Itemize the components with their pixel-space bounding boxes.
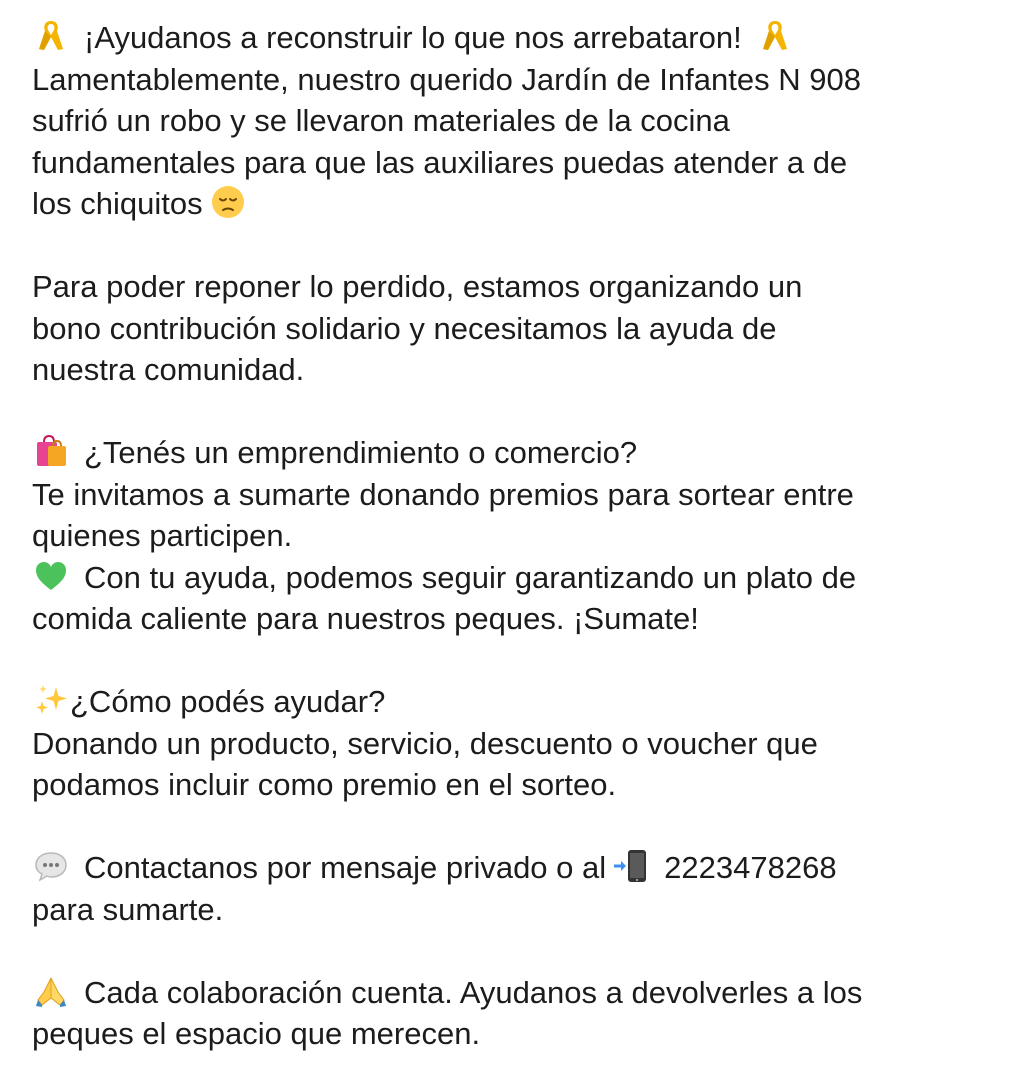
appeal-line-3: nuestra comunidad. (32, 352, 305, 387)
intro-line-1: Lamentablemente, nuestro querido Jardín de Infantes N 908 (32, 61, 861, 97)
pensive-face-icon (209, 183, 247, 221)
folded-hands-icon (32, 972, 70, 1010)
post-title-text: ¡Ayudanos a reconstruir lo que nos arrebataron! (84, 20, 742, 55)
yellow-ribbon-icon (32, 17, 70, 55)
blank-line (32, 391, 1012, 433)
business-line-3-text: Con tu ayuda, podemos seguir garantizando un plato de (84, 559, 857, 595)
appeal-line-1: Para poder reponer lo perdido, estamos organizando un (32, 269, 803, 304)
closing-line-1-text: Cada colaboración cuenta. Ayudanos a devolverles a los (84, 974, 863, 1010)
how-question-text: ¿Cómo podés ayudar? (70, 684, 386, 719)
how-line-1: Donando un producto, servicio, descuento o voucher que (32, 725, 818, 761)
yellow-ribbon-icon (756, 17, 794, 55)
business-line-1: Te invitamos a sumarte donando premios para sortear entre (32, 476, 854, 512)
mobile-phone-arrow-icon (612, 847, 650, 885)
post-title-line (32, 17, 1012, 59)
blank-line (32, 225, 1012, 267)
contact-line-2: para sumarte. (32, 891, 224, 927)
blank-line (32, 806, 1012, 848)
sparkles-icon (32, 681, 70, 719)
business-question-text: ¿Tenés un emprendimiento o comercio? (84, 435, 638, 470)
contact-phone[interactable]: 2223478268 (664, 850, 837, 885)
blank-line (32, 640, 1012, 682)
how-line-2: podamos incluir como premio en el sorteo. (32, 767, 617, 802)
intro-line-4 (32, 183, 1012, 225)
business-question-line (32, 432, 1012, 474)
intro-line-2: sufrió un robo y se llevaron materiales de la cocina (32, 103, 730, 138)
speech-balloon-icon (32, 847, 70, 885)
how-question-line (32, 681, 1012, 723)
business-line-3 (32, 557, 1012, 599)
contact-text: Contactanos por mensaje privado o al (84, 850, 607, 885)
contact-line-1 (32, 847, 1012, 889)
blank-line (32, 930, 1012, 972)
intro-line-4-text: los chiquitos (32, 186, 203, 221)
green-heart-icon (32, 557, 70, 595)
business-line-2: quienes participen. (32, 518, 293, 553)
appeal-line-2: bono contribución solidario y necesitamos la ayuda de (32, 310, 777, 346)
shopping-bags-icon (32, 432, 70, 470)
closing-line-2: peques el espacio que merecen. (32, 1016, 481, 1051)
business-line-4: comida caliente para nuestros peques. ¡Sumate! (32, 601, 699, 636)
intro-line-3: fundamentales para que las auxiliares puedas atender a de (32, 144, 848, 180)
post-body (32, 17, 1012, 1055)
closing-line-1 (32, 972, 1012, 1014)
